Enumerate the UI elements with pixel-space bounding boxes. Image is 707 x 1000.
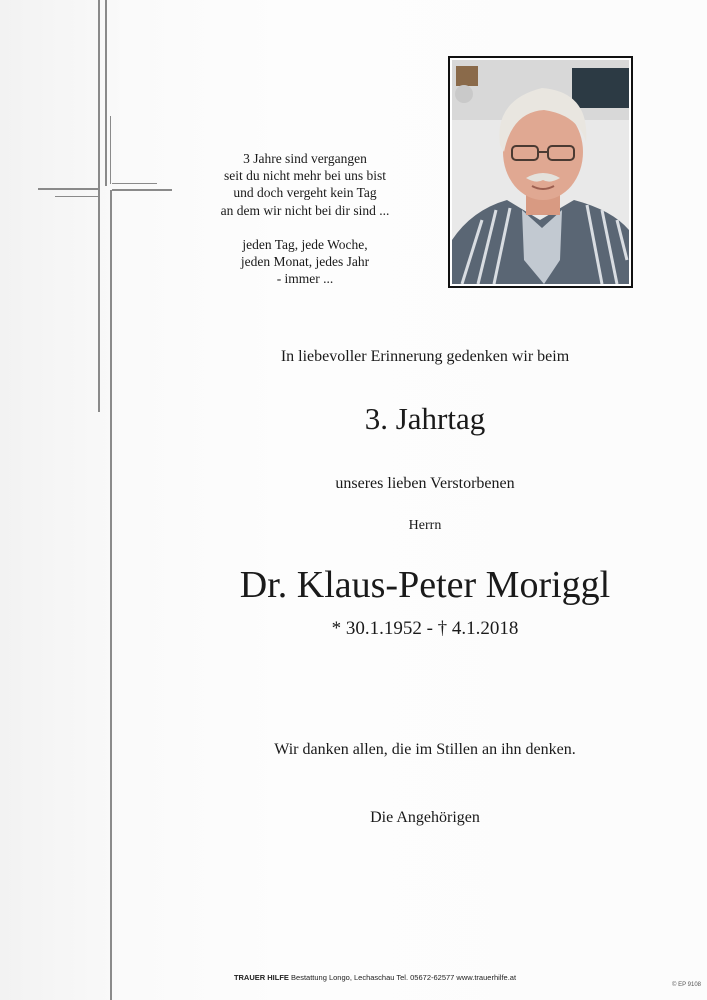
footer-text: Bestattung Longo, Lechaschau Tel. 05672-62577 www.trauerhilfe.at	[288, 973, 517, 982]
salutation: Herrn	[408, 518, 442, 533]
poem-line: und doch vergeht kein Tag	[233, 185, 377, 201]
deceased-name: Dr. Klaus-Peter Moriggl	[239, 564, 611, 606]
anniversary-title: 3. Jahrtag	[364, 401, 486, 436]
print-code: © EP 9108	[672, 982, 701, 988]
poem-line: jeden Tag, jede Woche,	[242, 236, 368, 252]
footer-imprint	[160, 973, 590, 982]
memorial-poem	[180, 150, 430, 287]
thanks-text: Wir danken allen, die im Stillen an ihn denken.	[274, 741, 576, 758]
footer-brand: TRAUER HILFE	[233, 973, 289, 982]
poem-line: seit du nicht mehr bei uns bist	[224, 168, 386, 184]
poem-line: 3 Jahre sind vergangen	[243, 151, 367, 166]
portrait-photo	[448, 56, 633, 288]
deceased-intro: unseres lieben Verstorbenen	[335, 475, 515, 492]
life-dates: * 30.1.1952 - † 4.1.2018	[331, 618, 519, 639]
signature-family: Die Angehörigen	[370, 809, 480, 826]
poem-line: - immer ...	[276, 271, 334, 287]
intro-text: In liebevoller Erinnerung gedenken wir beim	[280, 348, 570, 365]
poem-line: jeden Monat, jedes Jahr	[240, 254, 370, 270]
portrait-illustration	[452, 60, 629, 284]
poem-line: an dem wir nicht bei dir sind ...	[220, 202, 390, 218]
